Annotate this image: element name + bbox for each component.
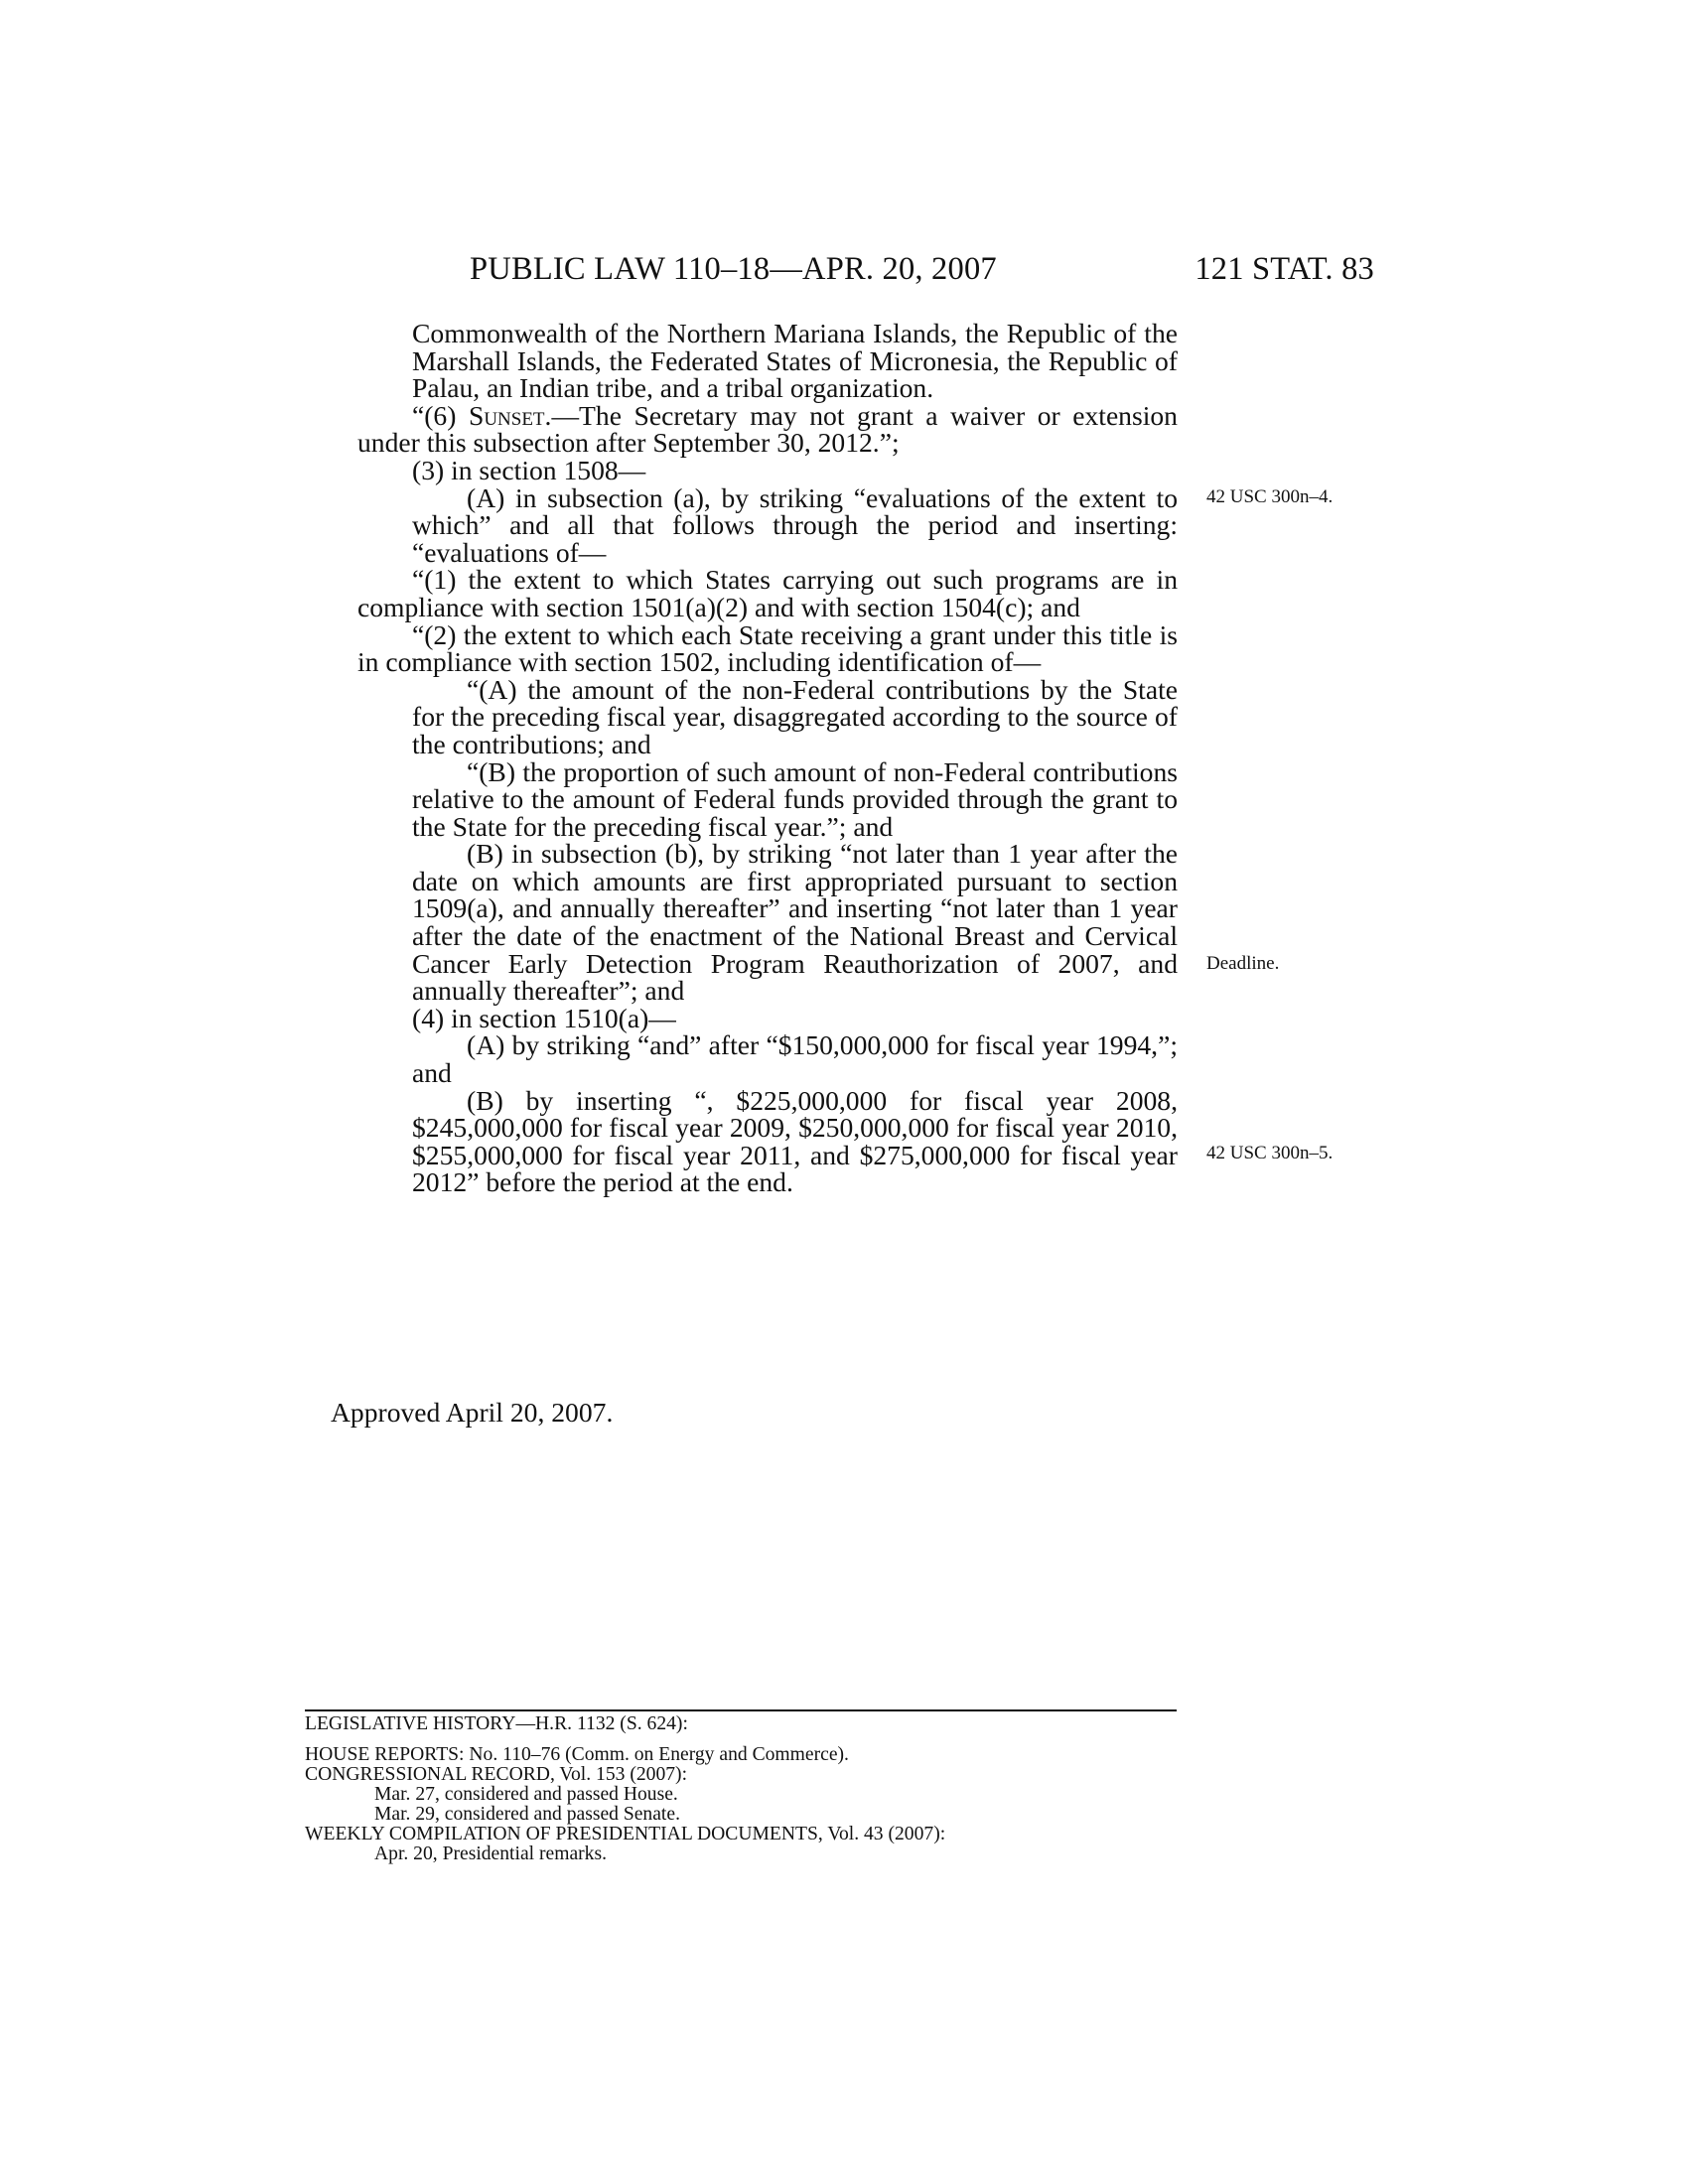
- paragraph-item-1: “(1) the extent to which States carrying out such programs are in compliance with section 1501(a)(2) and with section 1504(c); and: [357, 564, 1178, 622]
- running-header-page: 121 STAT. 83: [1195, 251, 1374, 287]
- running-header-title: PUBLIC LAW 110–18—APR. 20, 2007: [470, 251, 997, 287]
- statute-body: [357, 320, 1178, 1196]
- weekly-entry: Apr. 20, Presidential remarks.: [374, 1843, 607, 1864]
- paragraph-insert-amounts: (B) by inserting “, $225,000,000 for fiscal year 2008, $245,000,000 for fiscal year 2009, $250,000,000 for fiscal year 2010, $255,000,000 for fiscal year 2011, and $275,000,000 for fiscal year 2012” before the period at the end.: [412, 1084, 1178, 1198]
- record-entry: Mar. 29, considered and passed Senate.: [374, 1804, 680, 1825]
- congressional-record: CONGRESSIONAL RECORD, Vol. 153 (2007):: [305, 1764, 688, 1785]
- paragraph-continuation: Commonwealth of the Northern Mariana Islands, the Republic of the Marshall Islands, the Federated States of Micronesia, the Republic of Palau, an Indian tribe, and a tribal organization.: [412, 318, 1178, 404]
- paragraph-item-b: “(B) the proportion of such amount of non-Federal contributions relative to the amount of Federal funds provided through the grant to the State for the preceding fiscal year.”; and: [412, 755, 1178, 842]
- sunset-text: .—The Secretary may not grant a waiver or extension under this subsection after September 30, 2012.”;: [357, 399, 1178, 459]
- paragraph-section-1510: (4) in section 1510(a)—: [412, 1002, 676, 1033]
- paragraph-item-2: “(2) the extent to which each State receiving a grant under this title is in compliance with section 1502, including identification of—: [357, 618, 1178, 678]
- footnote-rule: [305, 1709, 1177, 1711]
- legislative-history-heading: LEGISLATIVE HISTORY—H.R. 1132 (S. 624):: [305, 1713, 688, 1734]
- legislative-history: [305, 1714, 1198, 1864]
- sunset-heading: Sunset: [468, 399, 545, 431]
- weekly-compilation: WEEKLY COMPILATION OF PRESIDENTIAL DOCUMENTS, Vol. 43 (2007):: [305, 1824, 946, 1844]
- margin-note-usc-300n-5: 42 USC 300n–5.: [1206, 1143, 1334, 1163]
- house-reports: HOUSE REPORTS: No. 110–76 (Comm. on Energy and Commerce).: [305, 1744, 849, 1765]
- margin-note-usc-300n-4: 42 USC 300n–4.: [1206, 486, 1334, 507]
- sunset-prefix: “(6): [412, 399, 469, 431]
- paragraph-sunset: [357, 399, 1178, 459]
- paragraph-section-1508: (3) in section 1508—: [412, 454, 646, 485]
- paragraph-strike-and: (A) by striking “and” after “$150,000,000 for fiscal year 1994,”; and: [412, 1029, 1178, 1089]
- approval-date: Approved April 20, 2007.: [331, 1397, 614, 1428]
- paragraph-subsection-b: (B) in subsection (b), by striking “not later than 1 year after the date on which amounts are first appropriated pursuant to section 1509(a), and annually thereafter” and inserting “not later than 1 year after the date of the enactment of the National Breast and Cervical Cancer Early Detection Program Reauthorization of 2007, and annually thereafter”; and: [412, 838, 1178, 1007]
- record-entry: Mar. 27, considered and passed House.: [374, 1784, 678, 1805]
- margin-note-deadline: Deadline.: [1206, 953, 1280, 974]
- paragraph-subsection-a: (A) in subsection (a), by striking “evaluations of the extent to which” and all that follows through the period and inserting: “evaluations of—: [412, 481, 1178, 568]
- paragraph-item-a: “(A) the amount of the non-Federal contributions by the State for the preceding fiscal year, disaggregated according to the source of the contributions; and: [412, 673, 1178, 759]
